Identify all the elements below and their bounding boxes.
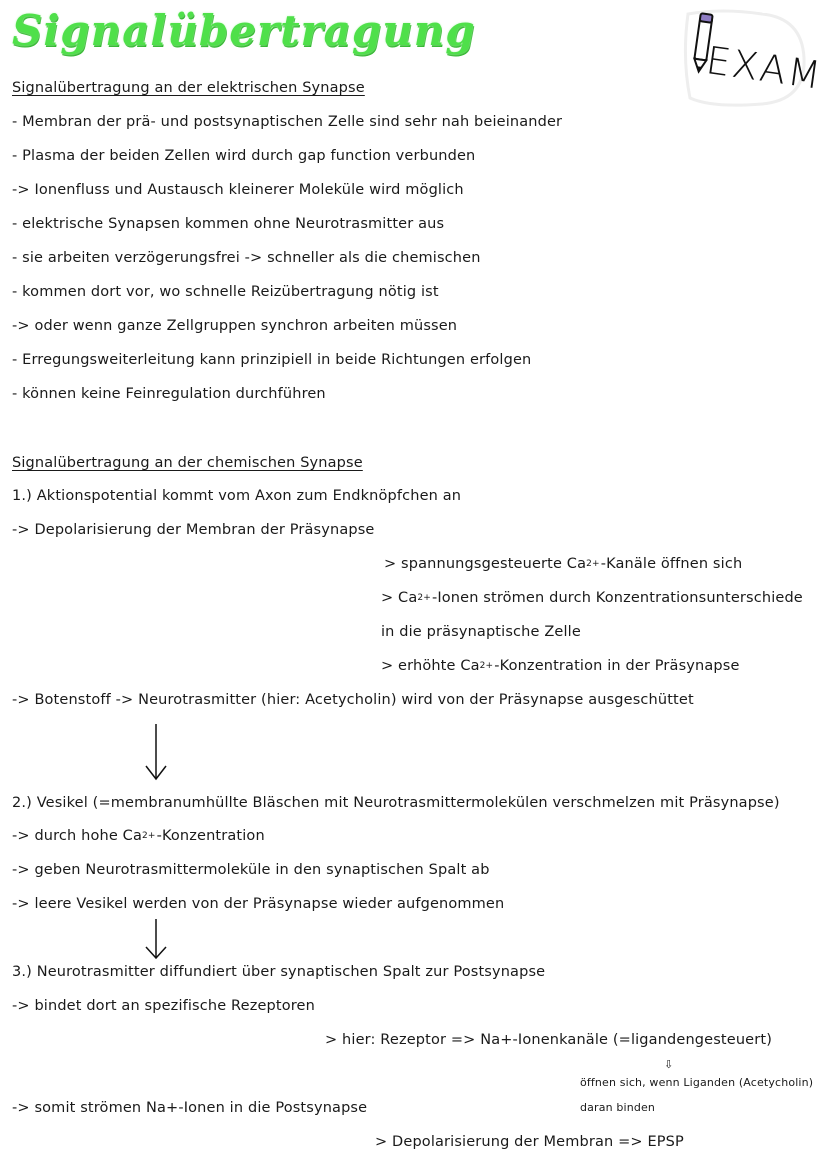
list-item: - Plasma der beiden Zellen wird durch gap function verbunden bbox=[12, 148, 476, 164]
down-arrow-icon bbox=[143, 917, 169, 961]
step-1-title: 1.) Aktionspotential kommt vom Axon zum Endknöpfchen an bbox=[12, 488, 462, 504]
list-item: -> oder wenn ganze Zellgruppen synchron arbeiten müssen bbox=[12, 318, 458, 334]
list-item: -> Depolarisierung der Membran der Präsynapse bbox=[12, 522, 375, 538]
list-item: - können keine Feinregulation durchführen bbox=[12, 386, 326, 402]
list-item: -> bindet dort an spezifische Rezeptoren bbox=[12, 998, 315, 1014]
list-item: -> geben Neurotrasmittermoleküle in den synaptischen Spalt ab bbox=[12, 862, 490, 878]
list-item: - elektrische Synapsen kommen ohne Neurotrasmitter aus bbox=[12, 216, 445, 232]
list-item: -> Ionenfluss und Austausch kleinerer Moleküle wird möglich bbox=[12, 182, 464, 198]
down-arrow-icon bbox=[143, 722, 169, 782]
superscript: 2+ bbox=[417, 593, 431, 603]
superscript: 2+ bbox=[479, 661, 494, 671]
list-item: - Erregungsweiterleitung kann prinzipiell in beide Richtungen erfolgen bbox=[12, 352, 532, 368]
side-note: öffnen sich, wenn Liganden (Acetycholin) bbox=[580, 1076, 814, 1089]
sub-item: > Depolarisierung der Membran => EPSP bbox=[375, 1134, 684, 1150]
list-item: -> somit strömen Na+-Ionen in die Postsynapse bbox=[12, 1100, 368, 1116]
list-item: - Membran der prä- und postsynaptischen Zelle sind sehr nah beieinander bbox=[12, 114, 563, 130]
superscript: 2+ bbox=[142, 831, 156, 841]
section-heading-electric: Signalübertragung an der elektrischen Synapse bbox=[12, 80, 365, 96]
step-2-title: 2.) Vesikel (=membranumhüllte Bläschen mit Neurotrasmittermolekülen verschmelzen mit Präsynapse) bbox=[12, 795, 780, 811]
step-3-title: 3.) Neurotrasmitter diffundiert über synaptischen Spalt zur Postsynapse bbox=[12, 964, 546, 980]
exam-sticker-text: EXAM bbox=[703, 38, 826, 98]
sub-item: > hier: Rezeptor => Na+-Ionenkanäle (=ligandengesteuert) bbox=[325, 1032, 772, 1048]
list-item: -> durch hohe $Ca^{2+}$-Konzentration bbox=[12, 828, 265, 844]
list-item: - sie arbeiten verzögerungsfrei -> schneller als die chemischen bbox=[12, 250, 481, 266]
sub-item: > $Ca^{2+}$-Ionen strömen durch Konzentrationsunterschiede bbox=[381, 590, 803, 606]
page-title: Signalübertragung bbox=[12, 6, 476, 55]
small-down-arrow-icon: ⇩ bbox=[664, 1058, 674, 1071]
sub-item: > erhöhte $Ca^{2+}$-Konzentration in der Präsynapse bbox=[381, 658, 740, 674]
sub-item: > spannungsgesteuerte $Ca^{2+}$-Kanäle öffnen sich bbox=[384, 556, 743, 572]
list-item: - kommen dort vor, wo schnelle Reizübertragung nötig ist bbox=[12, 284, 439, 300]
sub-item: in die präsynaptische Zelle bbox=[381, 624, 581, 640]
superscript: 2+ bbox=[586, 559, 600, 569]
list-item: -> leere Vesikel werden von der Präsynapse wieder aufgenommen bbox=[12, 896, 505, 912]
list-item: -> Botenstoff -> Neurotrasmitter (hier: Acetycholin) wird von der Präsynapse ausgeschüttet bbox=[12, 692, 694, 708]
side-note: daran binden bbox=[580, 1101, 655, 1114]
section-heading-chemical: Signalübertragung an der chemischen Synapse bbox=[12, 455, 363, 471]
